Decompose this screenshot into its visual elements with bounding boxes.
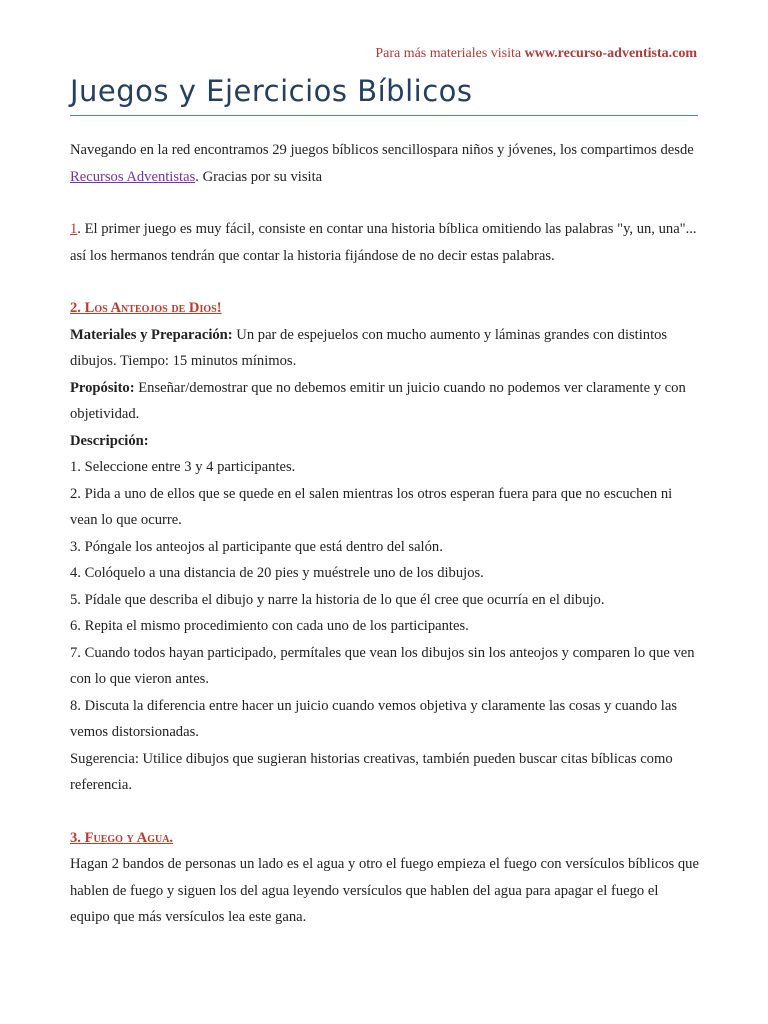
step-item: 7. Cuando todos hayan participado, permítales que vean los dibujos sin los anteojos y comparen lo que ven con lo que vieron antes. — [70, 644, 695, 687]
suggestion-text: Sugerencia: Utilice dibujos que sugieran historias creativas, también pueden buscar citas bíblicas como referencia. — [70, 750, 673, 793]
game1-paragraph — [70, 216, 700, 269]
game1-number-link[interactable]: 1 — [70, 221, 78, 237]
intro-paragraph — [70, 137, 700, 190]
game3-heading-text: 3. Fuego y Agua. — [70, 829, 174, 846]
purpose-text: Enseñar/demostrar que no debemos emitir un juicio cuando no podemos ver claramente y con objetividad. — [70, 379, 686, 422]
step-item: 2. Pida a uno de ellos que se quede en el salen mientras los otros esperan fuera para que no escuchen ni vean lo que ocurre. — [70, 485, 673, 528]
header-prefix: Para más materiales visita — [375, 46, 525, 61]
game2-heading — [70, 295, 700, 322]
step-item: 1. Seleccione entre 3 y 4 participantes. — [70, 459, 296, 475]
header-promo — [375, 46, 697, 62]
game3-heading — [70, 825, 700, 852]
game2-purpose — [70, 375, 700, 428]
intro-text-end: . Gracias por su visita — [195, 168, 323, 185]
document-body — [70, 137, 700, 931]
description-label: Descripción: — [70, 432, 149, 449]
step-item: 5. Pídale que describa el dibujo y narre la historia de lo que él cree que ocurría en el dibujo. — [70, 591, 605, 608]
step-item: 8. Discuta la diferencia entre hacer un juicio cuando vemos objetiva y claramente las cosas y cuando las vemos distorsionadas. — [70, 697, 678, 740]
materials-text: Un par de espejuelos con mucho aumento y láminas grandes con distintos dibujos. Tiempo: 15 minutos mínimos. — [70, 326, 668, 369]
header-site-link[interactable]: www.recurso-adventista.com — [524, 46, 697, 61]
step-item: 4. Colóquelo a una distancia de 20 pies y muéstrele uno de los dibujos. — [70, 565, 484, 581]
game2-heading-text: 2. Los Anteojos de Dios! — [70, 300, 222, 316]
page-title: Juegos y Ejercicios Bíblicos — [70, 74, 698, 116]
step-item: 6. Repita el mismo procedimiento con cada uno de los participantes. — [70, 618, 469, 634]
step-item: 3. Póngale los anteojos al participante que está dentro del salón. — [70, 538, 443, 555]
materials-label: Materiales y Preparación: — [70, 326, 233, 343]
recursos-adventistas-link[interactable]: Recursos Adventistas — [70, 168, 196, 185]
game3-text: Hagan 2 bandos de personas un lado es el agua y otro el fuego empieza el fuego con versículos bíblicos que hablen de fuego y siguen los del agua leyendo versículos que hablen del agua para apagar el fuego el equipo que más versículos lea este gana. — [70, 856, 699, 925]
purpose-label: Propósito: — [70, 379, 135, 396]
game1-text: . El primer juego es muy fácil, consiste en contar una historia bíblica omitiendo las palabras "y, un, una"... así los hermanos tendrán que contar la historia fijándose de no decir estas palabras. — [70, 221, 697, 264]
intro-text: Navegando en la red encontramos 29 juegos bíblicos sencillospara niños y jóvenes, los compartimos desde — [70, 142, 694, 158]
game2-materials — [70, 322, 700, 375]
